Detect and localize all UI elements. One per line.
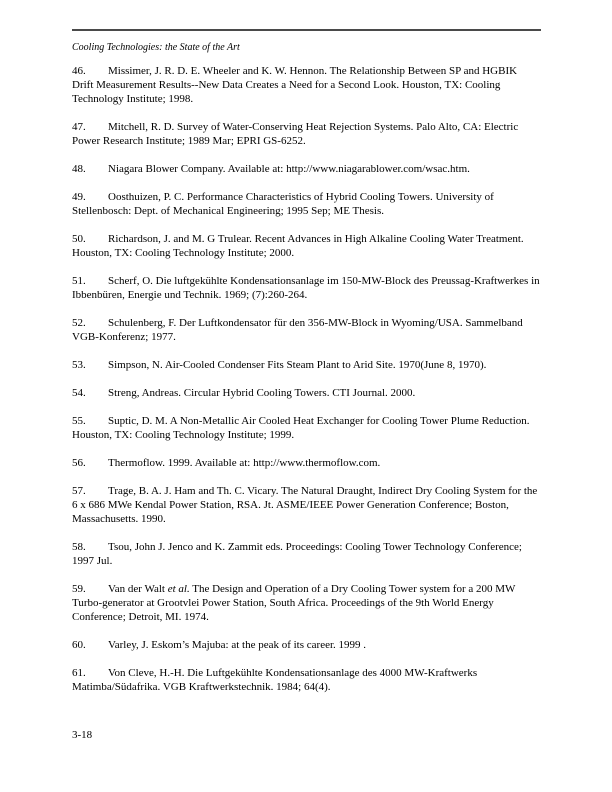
reference-entry (72, 666, 540, 694)
reference-entry (72, 456, 540, 470)
reference-number: 57. (72, 485, 86, 497)
reference-text: Scherf, O. Die luftgekühlte Kondensationsanlage im 150-MW-Block des Preussag-Kraftwerkes in Ibbenbüren, Energie und Technik. 1969; (7):260-264. (72, 275, 540, 301)
reference-text: Niagara Blower Company. Available at: http://www.niagarablower.com/wsac.htm. (108, 163, 470, 175)
reference-text: Missimer, J. R. D. E. Wheeler and K. W. Hennon. The Relationship Between SP and HGBIK Drift Measurement Results--New Data Creates a Need for a Second Look. Houston, TX: Cooling Technology Institute; 1998. (72, 65, 518, 105)
reference-number: 58. (72, 541, 86, 553)
page-number: 3-18 (72, 729, 93, 741)
reference-text: Oosthuizen, P. C. Performance Characteristics of Hybrid Cooling Towers. University of Stellenbosch: Dept. of Mechanical Engineering; 1995 Sep; ME Thesis. (72, 191, 494, 217)
reference-text: The Design and Operation of a Dry Cooling Tower system for a 200 MW Turbo-generator at Grootvlei Power Station, South Africa. Proceedings of the 9th World Energy Conference; Detroit, MI. 1974. (72, 583, 516, 623)
reference-number: 48. (72, 163, 86, 175)
reference-number: 52. (72, 317, 86, 329)
reference-text: Thermoflow. 1999. Available at: http://www.thermoflow.com. (108, 457, 381, 469)
reference-number: 60. (72, 639, 86, 651)
reference-number: 54. (72, 387, 86, 399)
reference-entry (72, 540, 540, 568)
reference-number: 46. (72, 65, 86, 77)
reference-number: 53. (72, 359, 86, 371)
reference-entry (72, 274, 540, 302)
reference-text: Mitchell, R. D. Survey of Water-Conserving Heat Rejection Systems. Palo Alto, CA: Electric Power Research Institute; 1989 Mar; EPRI GS-6252. (72, 121, 519, 147)
reference-text: Streng, Andreas. Circular Hybrid Cooling Towers. CTI Journal. 2000. (108, 387, 416, 399)
reference-number: 55. (72, 415, 86, 427)
running-header-title: Cooling Technologies: the State of the Art (72, 42, 240, 53)
reference-text: Trage, B. A. J. Ham and Th. C. Vicary. The Natural Draught, Indirect Dry Cooling System for the 6 x 686 MWe Kendal Power Station, RSA. Jt. ASME/IEEE Power Generation Conference; Boston, Massachusetts. 1990. (72, 485, 538, 525)
reference-entry (72, 316, 540, 344)
reference-entry (72, 638, 540, 652)
reference-entry (72, 386, 540, 400)
reference-text: Simpson, N. Air-Cooled Condenser Fits Steam Plant to Arid Site. 1970(June 8, 1970). (108, 359, 487, 371)
reference-entry (72, 120, 540, 148)
reference-number: 61. (72, 667, 86, 679)
reference-text: Richardson, J. and M. G Trulear. Recent Advances in High Alkaline Cooling Water Treatment. Houston, TX: Cooling Technology Institute; 2000. (72, 233, 524, 259)
reference-number: 50. (72, 233, 86, 245)
header-rule (72, 29, 541, 31)
reference-text: Schulenberg, F. Der Luftkondensator für den 356-MW-Block in Wyoming/USA. Sammelband VGB-Konferenz; 1977. (72, 317, 523, 343)
reference-entry (72, 64, 540, 106)
reference-entry (72, 414, 540, 442)
reference-number: 47. (72, 121, 86, 133)
reference-entry (72, 232, 540, 260)
reference-entry (72, 162, 540, 176)
references-list (72, 64, 540, 708)
reference-number: 56. (72, 457, 86, 469)
reference-text: Tsou, John J. Jenco and K. Zammit eds. Proceedings: Cooling Tower Technology Conference; 1997 Jul. (72, 541, 522, 567)
reference-text: Van der Walt (108, 583, 168, 595)
reference-text: Suptic, D. M. A Non-Metallic Air Cooled Heat Exchanger for Cooling Tower Plume Reduction. Houston, TX: Cooling Technology Institute; 1999. (72, 415, 530, 441)
reference-text: Varley, J. Eskom’s Majuba: at the peak of its career. 1999 . (108, 639, 367, 651)
reference-number: 59. (72, 583, 86, 595)
reference-entry (72, 484, 540, 526)
reference-text-italic: et al. (167, 583, 190, 595)
reference-number: 49. (72, 191, 86, 203)
reference-number: 51. (72, 275, 86, 287)
reference-entry (72, 358, 540, 372)
reference-entry (72, 190, 540, 218)
reference-text: Von Cleve, H.-H. Die Luftgekühlte Kondensationsanlage des 4000 MW-Kraftwerks Matimba/Südafrika. VGB Kraftwerkstechnik. 1984; 64(4). (72, 667, 478, 693)
reference-entry (72, 582, 540, 624)
